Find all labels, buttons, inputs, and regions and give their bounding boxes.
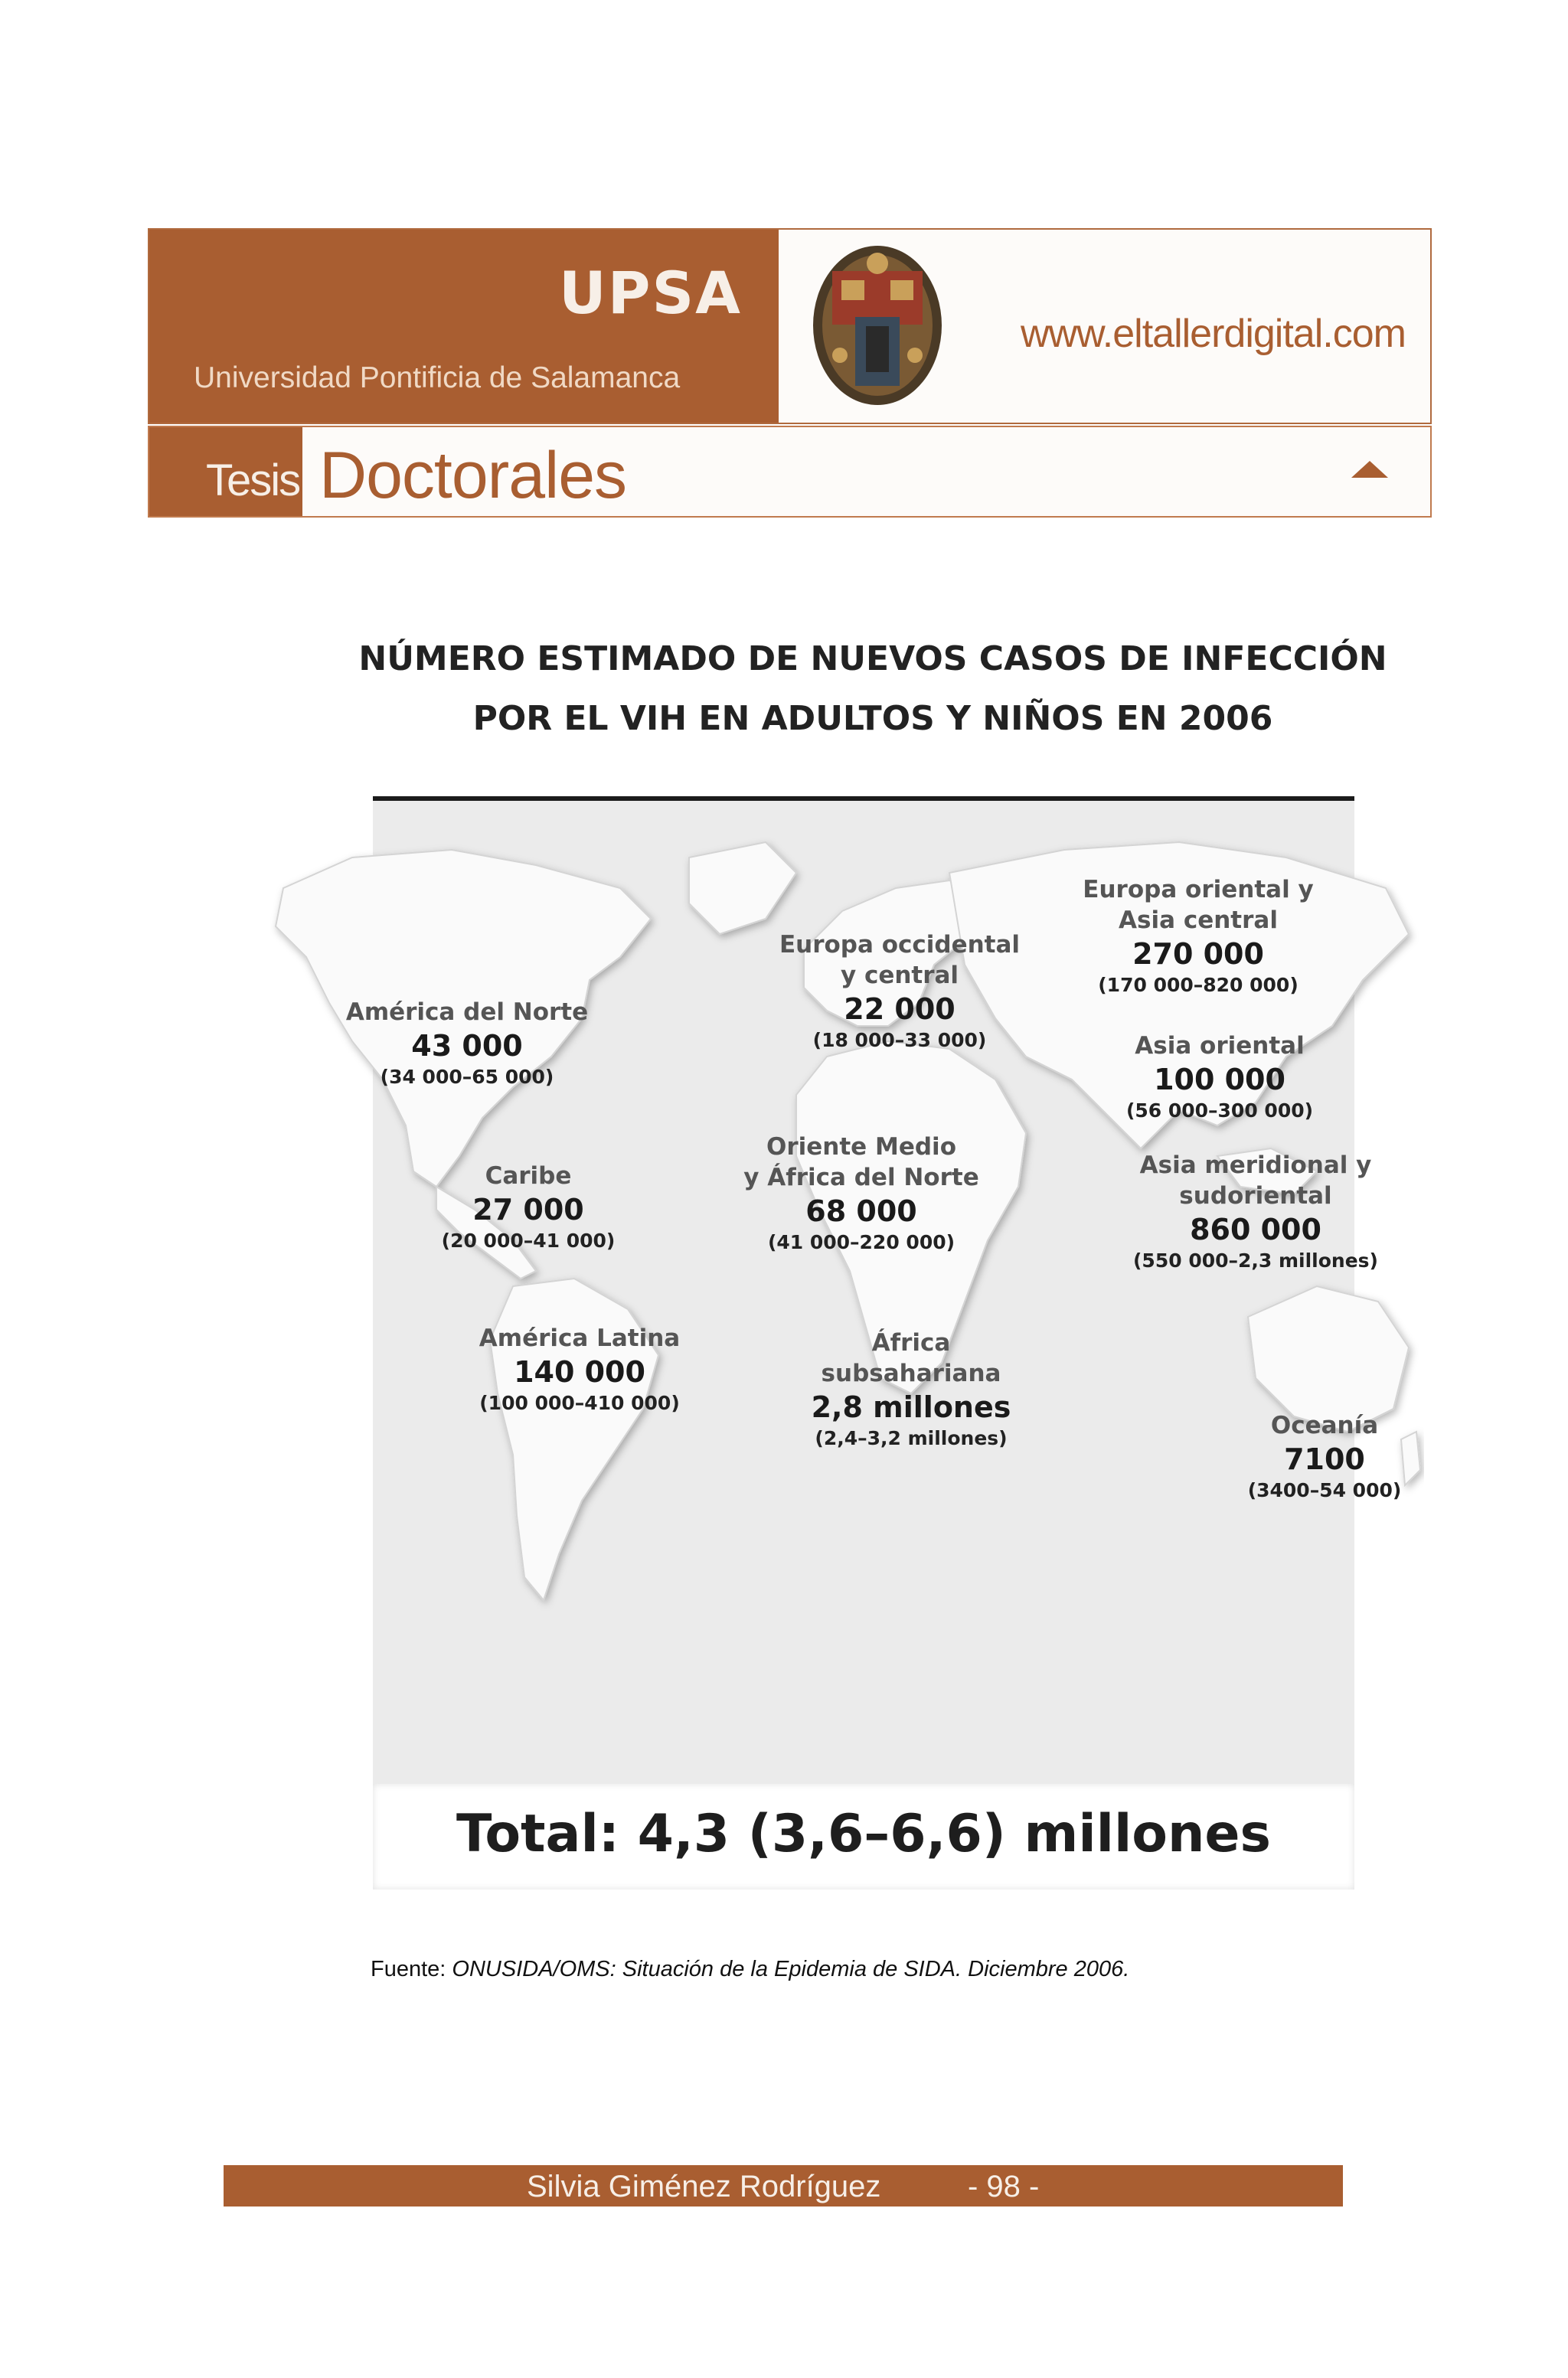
university-name: Universidad Pontificia de Salamanca bbox=[194, 361, 681, 394]
region-name: Europa oriental y bbox=[1083, 876, 1314, 903]
region-name: Oceanía bbox=[1270, 1412, 1379, 1439]
region-range: (100 000–410 000) bbox=[479, 1392, 680, 1414]
region-name: Oriente Medio bbox=[766, 1133, 956, 1161]
region-name: y central bbox=[840, 962, 959, 989]
figure-title bbox=[337, 629, 1409, 749]
region-label bbox=[337, 997, 597, 1090]
total-value: Total: 4,3 (3,6–6,6) millones bbox=[456, 1804, 1272, 1864]
region-value: 7100 bbox=[1284, 1442, 1365, 1476]
region-range: (2,4–3,2 millones) bbox=[815, 1427, 1008, 1449]
region-label bbox=[1080, 874, 1317, 998]
region-name: África bbox=[871, 1329, 951, 1357]
region-range: (20 000–41 000) bbox=[441, 1230, 616, 1252]
region-name: Asia meridional y bbox=[1139, 1151, 1372, 1179]
header-section-bar bbox=[148, 426, 1432, 518]
region-label bbox=[1109, 1031, 1331, 1124]
region-label bbox=[469, 1323, 691, 1416]
region-label bbox=[796, 1328, 1026, 1452]
region-label bbox=[1240, 1410, 1409, 1504]
region-range: (3400–54 000) bbox=[1247, 1479, 1402, 1501]
region-range: (41 000–220 000) bbox=[767, 1231, 956, 1253]
region-name: y África del Norte bbox=[743, 1164, 979, 1191]
region-value: 140 000 bbox=[514, 1355, 645, 1389]
section-small-label: Tesis bbox=[206, 456, 300, 505]
total-box bbox=[373, 1784, 1354, 1890]
region-name: Caribe bbox=[485, 1162, 572, 1190]
region-range: (18 000–33 000) bbox=[812, 1029, 987, 1051]
region-value: 68 000 bbox=[805, 1194, 917, 1228]
region-label bbox=[773, 929, 1026, 1053]
source-reference: ONUSIDA/OMS: Situación de la Epidemia de SIDA. Diciembre 2006. bbox=[452, 1957, 1130, 1981]
region-range: (56 000–300 000) bbox=[1125, 1099, 1314, 1122]
header-banner bbox=[148, 228, 1432, 424]
continent-greenland bbox=[689, 842, 796, 934]
region-range: (550 000–2,3 millones) bbox=[1133, 1249, 1378, 1272]
section-title: Doctorales bbox=[319, 439, 627, 512]
figure-title-line-1: NÚMERO ESTIMADO DE NUEVOS CASOS DE INFECCIÓN bbox=[358, 639, 1387, 678]
region-value: 2,8 millones bbox=[811, 1390, 1011, 1424]
section-label-box bbox=[149, 427, 302, 516]
region-value: 100 000 bbox=[1154, 1063, 1285, 1096]
region-name: Europa occidental bbox=[779, 931, 1021, 959]
website-url[interactable]: www.eltallerdigital.com bbox=[1021, 312, 1406, 356]
region-range: (34 000–65 000) bbox=[380, 1066, 554, 1088]
source-caption bbox=[371, 1957, 1129, 1982]
region-value: 43 000 bbox=[411, 1029, 523, 1063]
page-number: - 98 - bbox=[968, 2170, 1040, 2203]
region-name: América del Norte bbox=[345, 998, 589, 1026]
region-name: Asia oriental bbox=[1135, 1032, 1305, 1060]
region-name: América Latina bbox=[479, 1325, 681, 1352]
region-label bbox=[1133, 1150, 1378, 1274]
region-label bbox=[413, 1161, 643, 1254]
scroll-up-icon[interactable] bbox=[1351, 461, 1388, 478]
region-name: sudoriental bbox=[1179, 1182, 1332, 1210]
brand-logo-text: UPSA bbox=[559, 259, 742, 327]
region-range: (170 000–820 000) bbox=[1098, 974, 1298, 996]
source-label: Fuente: bbox=[371, 1957, 446, 1981]
region-value: 860 000 bbox=[1190, 1213, 1321, 1246]
footer-author: Silvia Giménez Rodríguez bbox=[527, 2170, 881, 2203]
region-name: subsahariana bbox=[821, 1360, 1001, 1387]
region-value: 270 000 bbox=[1132, 937, 1264, 971]
region-label bbox=[735, 1132, 988, 1256]
region-value: 27 000 bbox=[472, 1193, 584, 1227]
university-crest-icon bbox=[809, 240, 946, 410]
page-footer bbox=[224, 2165, 1343, 2207]
region-value: 22 000 bbox=[844, 992, 956, 1026]
header-brand-panel bbox=[149, 230, 779, 423]
figure-title-line-2: POR EL VIH EN ADULTOS Y NIÑOS EN 2006 bbox=[472, 699, 1273, 738]
region-name: Asia central bbox=[1119, 906, 1278, 934]
